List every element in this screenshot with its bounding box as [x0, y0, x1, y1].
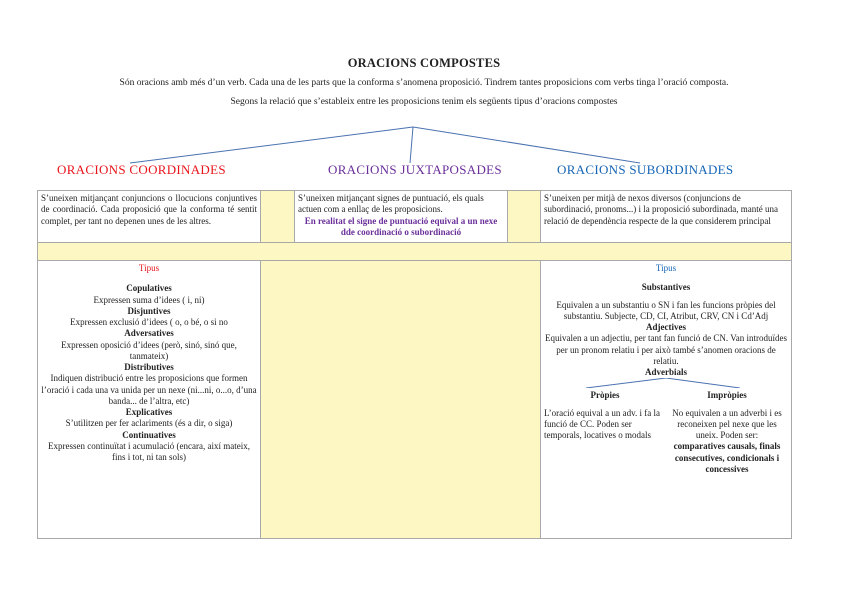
coordinades-tipus-label: Tipus — [138, 263, 160, 273]
highlight-band — [38, 243, 792, 261]
type-name: Adversatives — [124, 328, 174, 339]
type-desc: Equivalen a un adjectiu, per tant fan funció de CN. Van introduïdes per un pronom relatiu i per això també s’anomen oracions de relatiu. — [544, 333, 787, 366]
subtype-name: Impròpies — [707, 390, 747, 401]
subtype-desc: L’oració equival a un adv. i fa la funció de CC. Poden ser temporals, locatives o modals — [544, 407, 661, 440]
separator-row — [38, 243, 792, 261]
adverbials-subtypes — [544, 390, 788, 475]
subtype-name: Pròpies — [590, 390, 620, 401]
highlight-block — [261, 261, 541, 539]
subtype-desc: No equivalen a un adverbi i es reconeixen pel nexe que les uneix. Poden ser: — [672, 407, 782, 440]
type-desc: Equivalen a un substantiu o SN i fan les funcions pròpies del substantiu. Subjecte, CD, CI, Atribut, CRV, CN i Cd’Adj — [556, 299, 776, 321]
type-desc: Expressen suma d’idees ( i, ni) — [93, 294, 205, 305]
juxtaposades-note: En realitat el signe de puntuació equival a un nexe dde coordinació o subordinació — [304, 215, 498, 237]
heading-subordinades: ORACIONS SUBORDINADES — [557, 162, 734, 177]
page-title: ORACIONS COMPOSTES — [347, 56, 501, 70]
type-desc: S’utilitzen per fer aclariments (és a dir, o siga) — [65, 418, 233, 429]
tree-line-coordinades — [130, 127, 413, 163]
heading-coordinades: ORACIONS COORDINADES — [57, 162, 226, 177]
adverbials-branch — [544, 378, 789, 388]
coordinades-description: S’uneixen mitjançant conjuncions o llocucions conjuntives de coordinació. Cada proposició que la conforma té sentit complet, per tant no depenen unes de les altres. — [38, 191, 261, 243]
type-name: Disjuntives — [127, 305, 171, 316]
subtype-kinds: comparatives causals, finals consecutives, condicionals i concessives — [673, 441, 781, 474]
juxtaposades-description: S’uneixen mitjançant signes de puntuació, els quals actuen com a enllaç de les proposicions. — [298, 193, 484, 215]
subordinades-tipus-label: Tipus — [655, 263, 677, 273]
type-desc: Indiquen distribució entre les proposicions que formen l’oració i cada una va unida per un nexe (ni...ni, o...o, d’una banda... de l’altra, etc) — [41, 373, 257, 406]
highlight-cell — [261, 191, 295, 243]
highlight-cell — [508, 191, 541, 243]
classification-table — [37, 190, 792, 539]
type-desc: Expressen continuïtat i acumulació (encara, així mateix, fins i tot, ni tan sols) — [48, 440, 250, 462]
tree-line-juxtaposades — [410, 127, 413, 163]
type-name: Continuatives — [122, 429, 176, 440]
type-name: Adjectives — [646, 322, 686, 332]
description-row — [38, 191, 792, 243]
tree-line-subordinades — [413, 127, 640, 163]
intro-line-2: Segons la relació que s’estableix entre les proposicions tenim els següents tipus d’oracions compostes — [230, 97, 618, 107]
impropies-column — [666, 390, 788, 475]
type-name: Distributives — [124, 362, 174, 372]
type-name: Substantives — [641, 282, 691, 293]
subordinades-types — [541, 261, 792, 539]
type-desc: Expressen exclusió d’idees ( o, o bé, o si no — [70, 317, 228, 327]
type-name: Copulatives — [126, 283, 172, 294]
type-desc: Expressen oposició d’idees (però, sinó, sinó que, tanmateix) — [61, 339, 237, 361]
propies-column — [544, 390, 666, 475]
juxtaposades-cell — [295, 191, 508, 243]
type-name: Adverbials — [644, 367, 687, 377]
types-row — [38, 261, 792, 539]
heading-juxtaposades: ORACIONS JUXTAPOSADES — [328, 162, 502, 177]
subordinades-description: S’uneixen per mitjà de nexos diversos (conjuncions de subordinació, pronoms...) i la proposició subordinada, manté una relació de dependència respecte de la que considerem principal — [541, 191, 792, 243]
type-name: Explicatives — [125, 407, 173, 417]
coordinades-types — [38, 261, 261, 539]
intro-line-1: Són oracions amb més d’un verb. Cada una de les parts que la conforma s’anomena proposició. Tindrem tantes proposicions com verbs tinga l’oració composta. — [119, 78, 729, 88]
